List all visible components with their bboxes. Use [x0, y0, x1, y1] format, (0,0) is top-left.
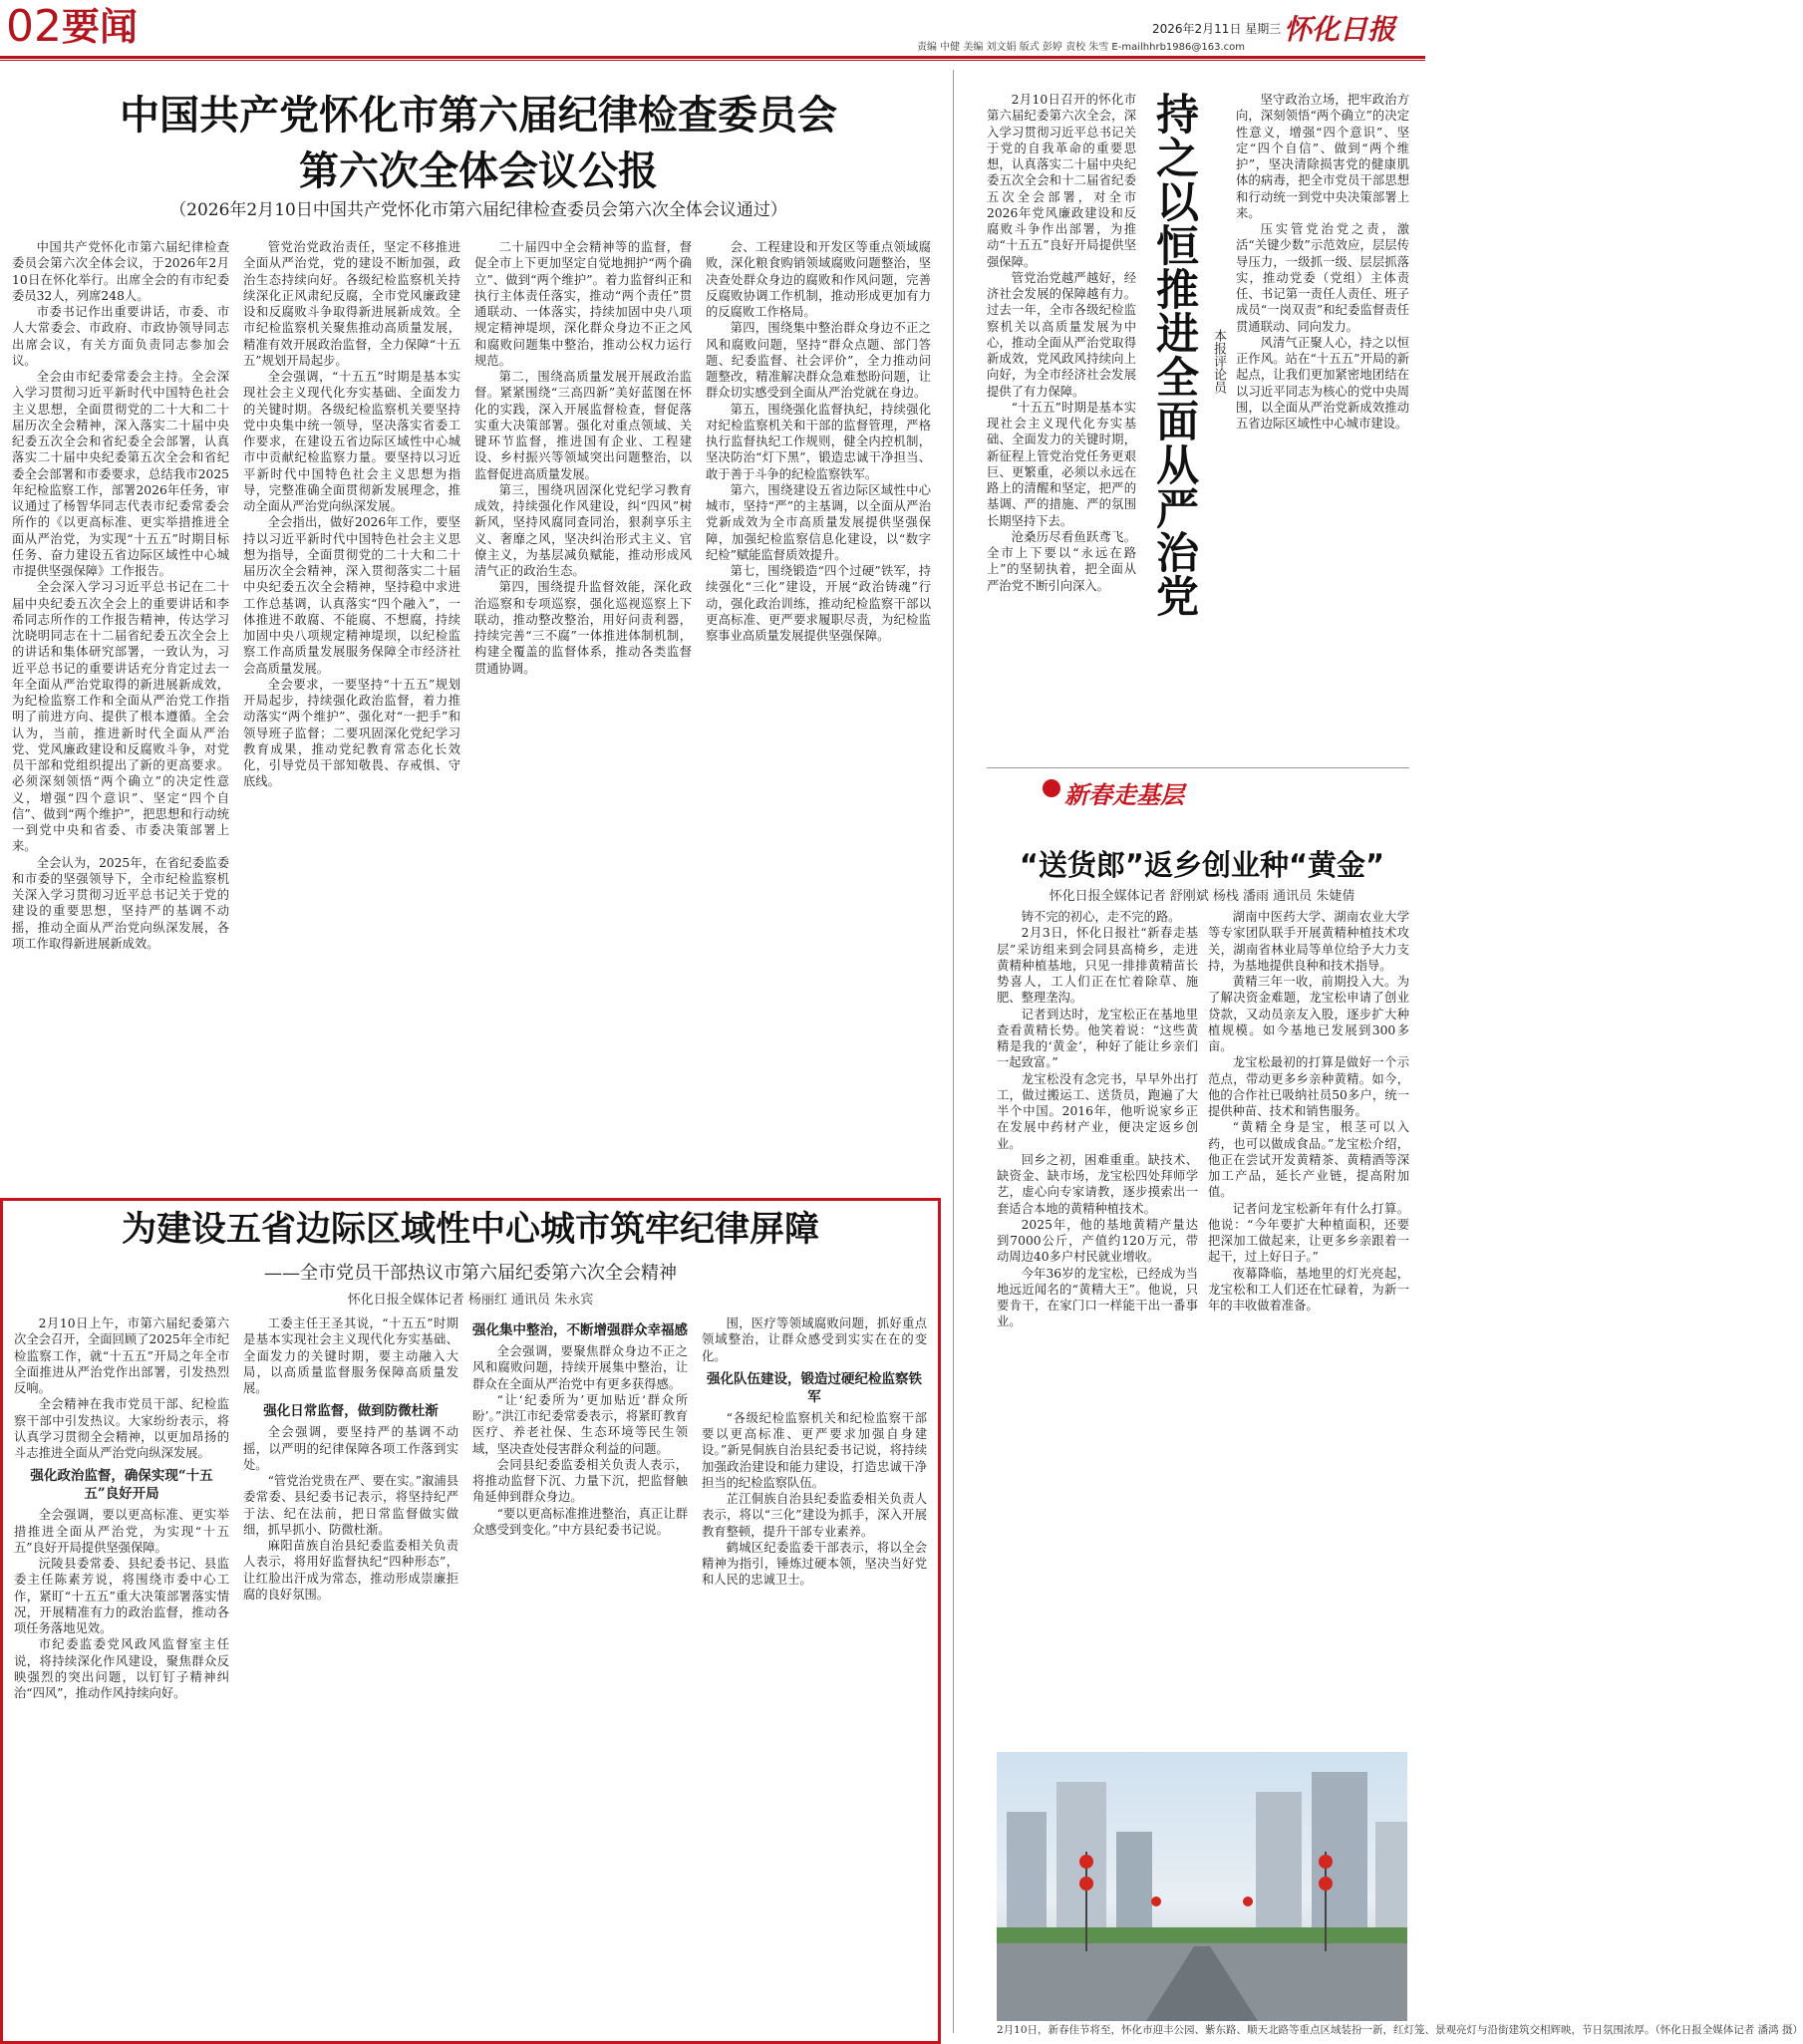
- section-heading: 强化日常监督，做到防微杜渐: [263, 1403, 439, 1420]
- paragraph: 全会强调，要以更高标准、更实举措推进全面从严治党，为实现“十五五”良好开局提供坚强保障。: [14, 1508, 229, 1555]
- paragraph: 全会深入学习习近平总书记在二十届中央纪委五次全会上的重要讲话和李希同志所作的工作报告精神，传达学习沈晓明同志在十二届省纪委五次全会上的讲话和集体研究部署，一致认为，习近平总书记的重要讲话充分肯定过去一年全面从严治党取得的新进展新成效，为纪检监察工作和全面从严治党工作指明了前进方向、提供了根本遵循。全会认为，当前，推进新时代全面从严治党、党风廉政建设和反腐败斗争，对党员干部和党组织提出了新的更高要求。必须深刻领悟“两个确立”的决定性意义，增强“四个意识”、坚定“四个自信”、做到“两个维护”，把思想和行动统一到党中央和省委、市委决策部署上来。: [12, 580, 229, 854]
- paragraph: 第六，围绕建设五省边际区域性中心城市，坚持“严”的主基调，以全面从严治党新成效为全市高质量发展提供坚强保障，加强纪检监察信息化建设，以“数字纪检”赋能监督质效提升。: [706, 482, 931, 562]
- sub-article-subtitle: ——全市党员干部热议市第六届纪委第六次全会精神: [264, 1263, 677, 1284]
- main-article-column-2: [243, 239, 460, 1186]
- paragraph: 第七，围绕锻造“四个过硬”铁军，持续强化“三化”建设，开展“政治铸魂”行动，强化政治训练，推动纪检监察干部以更高标准、更严要求履职尽责，为纪检监察事业高质量发展提供坚强保障。: [706, 564, 931, 643]
- sub-article-byline: 怀化日报全媒体记者 杨丽红 通讯员 朱永宾: [347, 1293, 594, 1308]
- main-article-column-1: [12, 239, 229, 1186]
- feature-column-1: [997, 909, 1198, 1744]
- editorial-column-2: [1236, 92, 1409, 757]
- section-divider: [987, 767, 1409, 768]
- feature-byline: 怀化日报全媒体记者 舒刚斌 杨栈 潘雨 通讯员 朱婕倩: [1049, 889, 1355, 904]
- paragraph: 2月3日，怀化日报社“新春走基层”采访组来到会同县高椅乡，走进黄精种植基地，只见一排排黄精苗长势喜人，工人们正在忙着除草、施肥、整理垄沟。: [997, 926, 1198, 1006]
- paragraph: “让‘纪委所为’更加贴近‘群众所盼’。”洪江市纪委常委表示，将紧盯教育医疗、养老社保、生态环境等民生领域，坚决查处侵害群众利益的问题。: [472, 1392, 688, 1456]
- page-section-name: 要闻: [62, 5, 139, 49]
- paragraph: 压实管党治党之责，激活“关键少数”示范效应，层层传导压力，一级抓一级、层层抓落实，推动党委（党组）主体责任、书记第一责任人责任、班子成员“一岗双责”和纪委监督责任贯通联动、同向发力。: [1236, 222, 1409, 334]
- masthead-rule: [0, 56, 1425, 59]
- paragraph: 2月10日上午，市第六届纪委第六次全会召开，全面回顾了2025年全市纪检监察工作，就“十五五”开局之年全市全面推进从严治党作出部署，引发热烈反响。: [14, 1316, 229, 1395]
- paragraph: 会同县纪委监委相关负责人表示，将推动监督下沉、力量下沉，把监督触角延伸到群众身边。: [472, 1457, 688, 1505]
- paragraph: 记者问龙宝松新年有什么打算。他说：“今年要扩大种植面积，还要把深加工做起来，让更多乡亲跟着一起干，过上好日子。”: [1208, 1201, 1409, 1265]
- paragraph: 2025年，他的基地黄精产量达到7000公斤，产值约120万元，带动周边40多户村民就业增收。: [997, 1217, 1198, 1265]
- paragraph: 龙宝松最初的打算是做好一个示范点，带动更多乡亲种黄精。如今，他的合作社已吸纳社员50多户，统一提供种苗、技术和销售服务。: [1208, 1055, 1409, 1118]
- paragraph: 全会强调，“十五五”时期是基本实现社会主义现代化夯实基础、全面发力的关键时期。各级纪检监察机关要坚持党中央集中统一领导，坚决落实省委工作要求，在建设五省边际区域性中心城市中贡献纪检监察力量。要坚持以习近平新时代中国特色社会主义思想为指导，完整准确全面贯彻新发展理念，推动全面从严治党向纵深发展。: [243, 370, 460, 513]
- paragraph: 管党治党政治责任，坚定不移推进全面从严治党，党的建设不断加强，政治生态持续向好。各级纪检监察机关持续深化正风肃纪反腐，全市党风廉政建设和反腐败斗争取得新进展新成效。全市纪检监察机关聚焦推动高质量发展，精准有效开展政治监督，全力保障“十五五”规划开局起步。: [243, 240, 460, 368]
- sub-article-column-2: [243, 1315, 458, 2033]
- section-heading: 强化集中整治，不断增强群众幸福感: [472, 1322, 688, 1338]
- paragraph: “要以更高标准推进整治，真正让群众感受到变化。”中方县纪委书记说。: [472, 1506, 688, 1537]
- paragraph: 沧桑历尽看鱼跃鸢飞。全市上下要以“永远在路上”的坚韧执着，把全面从严治党不断引向深入。: [987, 529, 1136, 593]
- photo-caption: 2月10日，新春佳节将至，怀化市迎丰公园、紫东路、顺天北路等重点区域装扮一新，红灯笼、景观亮灯与沿街建筑交相辉映，节日氛围浓厚。（怀化日报全媒体记者 潘鸿 摄）: [997, 2024, 1803, 2036]
- paper-logo: 怀化日报: [1284, 13, 1396, 46]
- city-street-illustration: [997, 1752, 1407, 2021]
- paragraph: “管党治党贵在严、要在实。”溆浦县委常委、县纪委书记表示，将坚持纪严于法、纪在法前，把日常监督做实做细，抓早抓小、防微杜渐。: [243, 1474, 458, 1537]
- paragraph: 中国共产党怀化市第六届纪律检查委员会第六次全体会议，于2026年2月10日在怀化举行。出席全会的有市纪委委员32人，列席248人。: [12, 240, 229, 303]
- paragraph: 夜幕降临，基地里的灯光亮起，龙宝松和工人们还在忙碌着，为新一年的丰收做着准备。: [1208, 1266, 1409, 1313]
- sub-article-title: 为建设五省边际区域性中心城市筑牢纪律屏障: [121, 1210, 819, 1250]
- paragraph: 回乡之初，困难重重。缺技术、缺资金、缺市场，龙宝松四处拜师学艺，虚心向专家请教，逐步摸索出一套适合本地的黄精种植技术。: [997, 1152, 1198, 1216]
- editorial-column-1: [987, 92, 1136, 757]
- page-number: 02: [6, 1, 62, 52]
- city-street-photo: [997, 1752, 1407, 2021]
- paragraph: 2月10日召开的怀化市第六届纪委第六次全会，深入学习贯彻习近平总书记关于党的自我革命的重要思想，认真落实二十届中央纪委五次全会和十二届省纪委五次全会部署，对全市2026年党风廉政建设和反腐败斗争作出部署，为推动“十五五”良好开局提供坚强保障。: [987, 93, 1136, 269]
- paragraph: 麻阳苗族自治县纪委监委相关负责人表示，将用好监督执纪“四种形态”，让红脸出汗成为常态，推动形成崇廉拒腐的良好氛围。: [243, 1539, 458, 1602]
- main-title-line2: 第六次全体会议公报: [299, 148, 658, 194]
- paragraph: 第五，围绕强化监督执纪，持续强化对纪检监察机关和干部的监督管理，严格执行监督执纪工作规则，健全内控机制，坚决防治“灯下黑”，锻造忠诚干净担当、敢于善于斗争的纪检监察铁军。: [706, 402, 931, 481]
- paragraph: 龙宝松没有念完书，早早外出打工，做过搬运工、送货员，跑遍了大半个中国。2016年，他听说家乡正在发展中药材产业，便决定返乡创业。: [997, 1071, 1198, 1151]
- masthead-thin-rule: [0, 60, 1425, 61]
- paragraph: 第二，围绕高质量发展开展政治监督。紧紧围绕“三高四新”美好蓝图在怀化的实践，深入开展监督检查，督促落实重大决策部署。强化对重点领域、关键环节监督，推进国有企业、工程建设、乡村振兴等领域突出问题整治，以监督促进高质量发展。: [474, 370, 692, 481]
- paragraph: “十五五”时期是基本实现社会主义现代化夯实基础、全面发力的关键时期，新征程上管党治党任务更艰巨、更繁重，必须以永远在路上的清醒和坚定，把严的基调、严的措施、严的氛围长期坚持下去。: [987, 400, 1136, 528]
- main-title-line1: 中国共产党怀化市第六届纪律检查委员会: [120, 93, 837, 139]
- paragraph: 全会指出，做好2026年工作，要坚持以习近平新时代中国特色社会主义思想为指导，全面贯彻党的二十大和二十届历次全会精神，深入贯彻落实二十届中央纪委五次全会精神，坚持稳中求进工作总基调，认真落实“四个融入”，一体推进不敢腐、不能腐、不想腐，持续加固中央八项规定精神堤坝，以纪检监察工作高质量发展服务保障全市经济社会高质量发展。: [243, 515, 460, 676]
- issue-date: 2026年2月11日 星期三: [1152, 22, 1282, 36]
- paragraph: 全会强调，要聚焦群众身边不正之风和腐败问题，持续开展集中整治，让群众在全面从严治党中有更多获得感。: [472, 1344, 688, 1391]
- paragraph: 全会认为，2025年，在省纪委监委和市委的坚强领导下，全市纪检监察机关深入学习贯彻习近平总书记关于党的建设的重要思想，坚持严的基调不动摇，推动全面从严治党向纵深发展，各项工作取得新进展新成效。: [12, 855, 229, 951]
- paragraph: 第三，围绕巩固深化党纪学习教育成效，持续强化作风建设，纠“四风”树新风，坚持风腐同查同治，狠刹享乐主义、奢靡之风，坚决纠治形式主义、官僚主义，为基层减负赋能，推动形成风清气正的政治生态。: [474, 482, 692, 578]
- sub-article-column-4: [702, 1315, 927, 2033]
- paragraph: 全会要求，一要坚持“十五五”规划开局起步，持续强化政治监督，着力推动落实“两个维护”、强化对“一把手”和领导班子监督；二要巩固深化党纪学习教育成果，推动党纪教育常态化长效化，引导党员干部知敬畏、存戒惧、守底线。: [243, 677, 460, 789]
- editorial-title: 持之以恒推进全面从严治党: [1149, 92, 1199, 618]
- paragraph: 沅陵县委常委、县纪委书记、县监委主任陈素芳说，将围绕市委中心工作，紧盯“十五五”重大决策部署落实情况，开展精准有力的政治监督，推动各项任务落地见效。: [14, 1557, 229, 1635]
- main-article-column-3: [474, 239, 692, 1186]
- main-article-column-4: [706, 239, 931, 1186]
- column-divider: [953, 70, 954, 2033]
- paragraph: 风清气正聚人心，持之以恒正作风。站在“十五五”开局的新起点，让我们更加紧密地团结在以习近平同志为核心的党中央周围，以全面从严治党新成效推动五省边际区域性中心城市建设。: [1236, 335, 1409, 431]
- paragraph: 会、工程建设和开发区等重点领域腐败，深化粮食购销领域腐败问题整治，坚决查处群众身边的腐败和作风问题，完善反腐败协调工作机制，推动形成更加有力的反腐败工作格局。: [706, 240, 931, 319]
- editorial-author-tag: 本报评论员: [1211, 329, 1226, 394]
- main-article-title: [10, 88, 947, 199]
- paragraph: 鹤城区纪委监委干部表示，将以全会精神为指引，锤炼过硬本领，坚决当好党和人民的忠诚卫士。: [702, 1540, 927, 1588]
- feature-column-2: [1208, 909, 1409, 1744]
- sub-article-column-1: [14, 1315, 229, 2033]
- paragraph: “各级纪检监察机关和纪检监察干部要以更高标准、更严要求加强自身建设。”新晃侗族自治县纪委书记说，将持续加强政治建设和能力建设，打造忠诚干净担当的纪检监察队伍。: [702, 1410, 927, 1490]
- paragraph: 围，医疗等领域腐败问题，抓好重点领域整治，让群众感受到实实在在的变化。: [702, 1316, 927, 1363]
- lantern-icon: [1043, 779, 1060, 797]
- paragraph: 全会由市纪委常委会主持。全会深入学习贯彻习近平新时代中国特色社会主义思想，全面贯彻党的二十大和二十届历次全会精神，深入落实二十届中央纪委五次全会和省纪委全会部署，认真落实二十届中央纪委第五次全会和省纪委全会部署和市委要求，总结我市2025年纪检监察工作，部署2026年任务，审议通过了杨智华同志代表市纪委常委会所作的《以更高标准、更实举措推进全面从严治党，为实现“十五五”时期目标任务、奋力建设五省边际区域性中心城市提供坚强保障》工作报告。: [12, 370, 229, 578]
- section-heading: 强化政治监督，确保实现“十五五”良好开局: [30, 1468, 213, 1503]
- paragraph: 今年36岁的龙宝松，已经成为当地远近闻名的“黄精大王”。他说，只要肯干，在家门口一样能干出一番事业。: [997, 1266, 1198, 1329]
- paragraph: 黄精三年一收，前期投入大。为了解决资金难题，龙宝松申请了创业贷款，又动员亲友入股，逐步扩大种植规模。如今基地已发展到300多亩。: [1208, 975, 1409, 1053]
- paragraph: 记者到达时，龙宝松正在基地里查看黄精长势。他笑着说：“这些黄精是我的‘黄金’，种好了能让乡亲们一起致富。”: [997, 1007, 1198, 1070]
- paragraph: 工委主任王圣其说，“十五五”时期是基本实现社会主义现代化夯实基础、全面发力的关键时期，要主动融入大局，以高质量监督服务保障高质量发展。: [243, 1316, 458, 1395]
- paragraph: 全会强调，要坚持严的基调不动摇，以严明的纪律保障各项工作落到实处。: [243, 1425, 458, 1472]
- editors-line: 责编 中健 美编 刘文娟 版式 彭婷 责校 朱雪 E-mailhhrb1986@163.com: [917, 42, 1245, 53]
- paragraph: 全会精神在我市党员干部、纪检监察干部中引发热议。大家纷纷表示，将认真学习贯彻全会精神，以更加昂扬的斗志推进全面从严治党向纵深发展。: [14, 1397, 229, 1460]
- paragraph: 市纪委监委党风政风监督室主任说，将持续深化作风建设，聚焦群众反映强烈的突出问题，以钉钉子精神纠治“四风”，推动作风持续向好。: [14, 1637, 229, 1700]
- paragraph: 铸不完的初心，走不完的路。: [1021, 910, 1181, 924]
- paragraph: 第四，围绕提升监督效能，深化政治巡察和专项巡察，强化巡视巡察上下联动，推动整改整治，用好问责利器，持续完善“三不腐”一体推进体制机制，构建全覆盖的监督体系，推动各类监督贯通协调。: [474, 580, 692, 676]
- main-article-subtitle: （2026年2月10日中国共产党怀化市第六届纪律检查委员会第六次全体会议通过）: [169, 200, 787, 220]
- feature-section-label: 新春走基层: [1064, 781, 1184, 809]
- paragraph: 坚守政治立场，把牢政治方向，深刻领悟“两个确立”的决定性意义，增强“四个意识”、坚定“四个自信”、做到“两个维护”，坚决清除损害党的健康肌体的病毒，把全市党员干部思想和行动统一到党中央决策部署上来。: [1236, 93, 1409, 220]
- paragraph: 湖南中医药大学、湖南农业大学等专家团队联手开展黄精种植技术攻关，湖南省林业局等单位给予大力支持，为基地提供良种和技术指导。: [1208, 910, 1409, 973]
- paragraph: 芷江侗族自治县纪委监委相关负责人表示，将以“三化”建设为抓手，深入开展教育整顿，提升干部专业素养。: [702, 1492, 927, 1539]
- feature-title: “送货郎”返乡创业种“黄金”: [1019, 848, 1385, 882]
- paragraph: “黄精全身是宝，根茎可以入药，也可以做成食品。”龙宝松介绍，他正在尝试开发黄精茶、黄精酒等深加工产品，延长产业链，提高附加值。: [1208, 1120, 1409, 1200]
- sub-article-column-3: [472, 1315, 688, 2033]
- paragraph: 市委书记作出重要讲话，市委、市人大常委会、市政府、市政协领导同志出席会议，有关方面负责同志参加会议。: [12, 305, 229, 368]
- section-heading: 强化队伍建设，锻造过硬纪检监察铁军: [707, 1370, 922, 1405]
- paragraph: 二十届四中全会精神等的监督，督促全市上下更加坚定自觉地拥护“两个确立”、做到“两个维护”。着力监督纠正和执行主体责任落实，推动“两个责任”贯通联动、一体落实，持续加固中央八项规定精神堤坝，深化群众身边不正之风和腐败问题集中整治，推动公权力运行规范。: [474, 240, 692, 368]
- paragraph: 第四，围绕集中整治群众身边不正之风和腐败问题，坚持“群众点题、部门答题、纪委监督、社会评价”，全力推动问题整改，精准解决群众急难愁盼问题，让群众切实感受到全面从严治党就在身边。: [706, 321, 931, 401]
- paragraph: 管党治党越严越好，经济社会发展的保障越有力。过去一年，全市各级纪检监察机关以高质量发展为中心，推动全面从严治党取得新成效，党风政风持续向上向好，为全市经济社会发展提供了有力保障。: [987, 270, 1136, 399]
